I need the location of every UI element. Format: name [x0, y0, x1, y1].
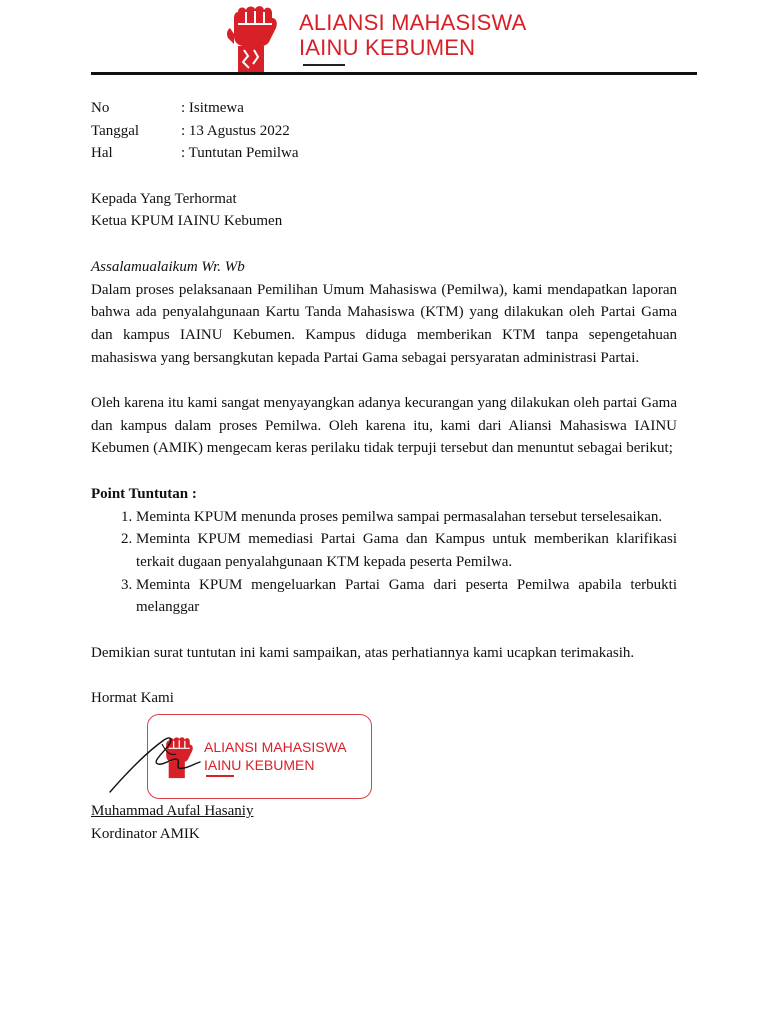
meta-label: Hal [91, 145, 113, 162]
points-list [91, 506, 677, 620]
stamp-text [204, 738, 347, 774]
signer-title: Kordinator AMIK [91, 825, 200, 842]
stamp-line1: ALIANSI MAHASISWA [204, 739, 347, 755]
recipient-line1: Kepada Yang Terhormat [91, 190, 237, 207]
org-name-line2: IAINU KEBUMEN [299, 35, 476, 60]
letter-body [91, 97, 677, 710]
list-item: 3. Meminta KPUM mengeluarkan Partai Gama dari peserta Pemilwa apabila terbukti melanggar [136, 574, 677, 619]
meta-value: : Tuntutan Pemilwa [181, 145, 299, 162]
regards: Hormat Kami [91, 690, 174, 707]
meta-value: : Isitmewa [181, 100, 244, 116]
paragraph-2: Oleh karena itu kami sangat menyayangkan adanya kecurangan yang dilakukan oleh partai Gama dan kampus dalam proses Pemilwa. Oleh karena itu, kami dari Aliansi Mahasiswa IAINU Kebumen (AMIK) mengecam keras perilaku tidak terpuji tersebut dan menuntut sebagai berikut; [91, 395, 677, 457]
signer-block [91, 800, 253, 845]
header-divider [91, 72, 697, 75]
meta-row-date [91, 120, 677, 143]
handwritten-signature [104, 726, 214, 796]
org-name-line1: ALIANSI MAHASISWA [299, 10, 527, 35]
signer-name: Muhammad Aufal Hasaniy [91, 803, 254, 819]
list-item: 1. Meminta KPUM menunda proses pemilwa sampai permasalahan tersebut terselesaikan. [136, 506, 677, 529]
logo-underline [303, 64, 345, 66]
points-title: Point Tuntutan : [91, 485, 197, 502]
letterhead [0, 0, 768, 78]
closing-sentence: Demikian surat tuntutan ini kami sampaikan, atas perhatiannya kami ucapkan terimakasih. [91, 644, 635, 661]
meta-row-subject [91, 142, 677, 165]
meta-row-no [91, 97, 677, 120]
greeting: Assalamualaikum Wr. Wb [91, 258, 245, 275]
meta-label: No [91, 100, 110, 116]
meta-value: : 13 Agustus 2022 [181, 122, 290, 139]
paragraph-1: Dalam proses pelaksanaan Pemilihan Umum Mahasiswa (Pemilwa), kami mendapatkan laporan bahwa ada penyalahgunaan Kartu Tanda Mahasiswa (KTM) yang dilakukan oleh Partai Gama dan kampus IAINU Kebumen. Kampus diduga memberikan KTM tanpa sepengetahuan mahasiswa yang bersangkutan kepada Partai Gama sebagai persyaratan administrasi Partai. [91, 281, 677, 366]
organization-name [299, 10, 527, 60]
stamp-line2: IAINU KEBUMEN [204, 757, 315, 773]
list-item: 2. Meminta KPUM memediasi Partai Gama dan Kampus untuk memberikan klarifikasi terkait dugaan penyalahgunaan KTM kepada peserta Pemilwa. [136, 528, 677, 573]
recipient-line2: Ketua KPUM IAINU Kebumen [91, 213, 283, 230]
meta-label: Tanggal [91, 122, 140, 139]
raised-fist-icon [224, 4, 282, 72]
